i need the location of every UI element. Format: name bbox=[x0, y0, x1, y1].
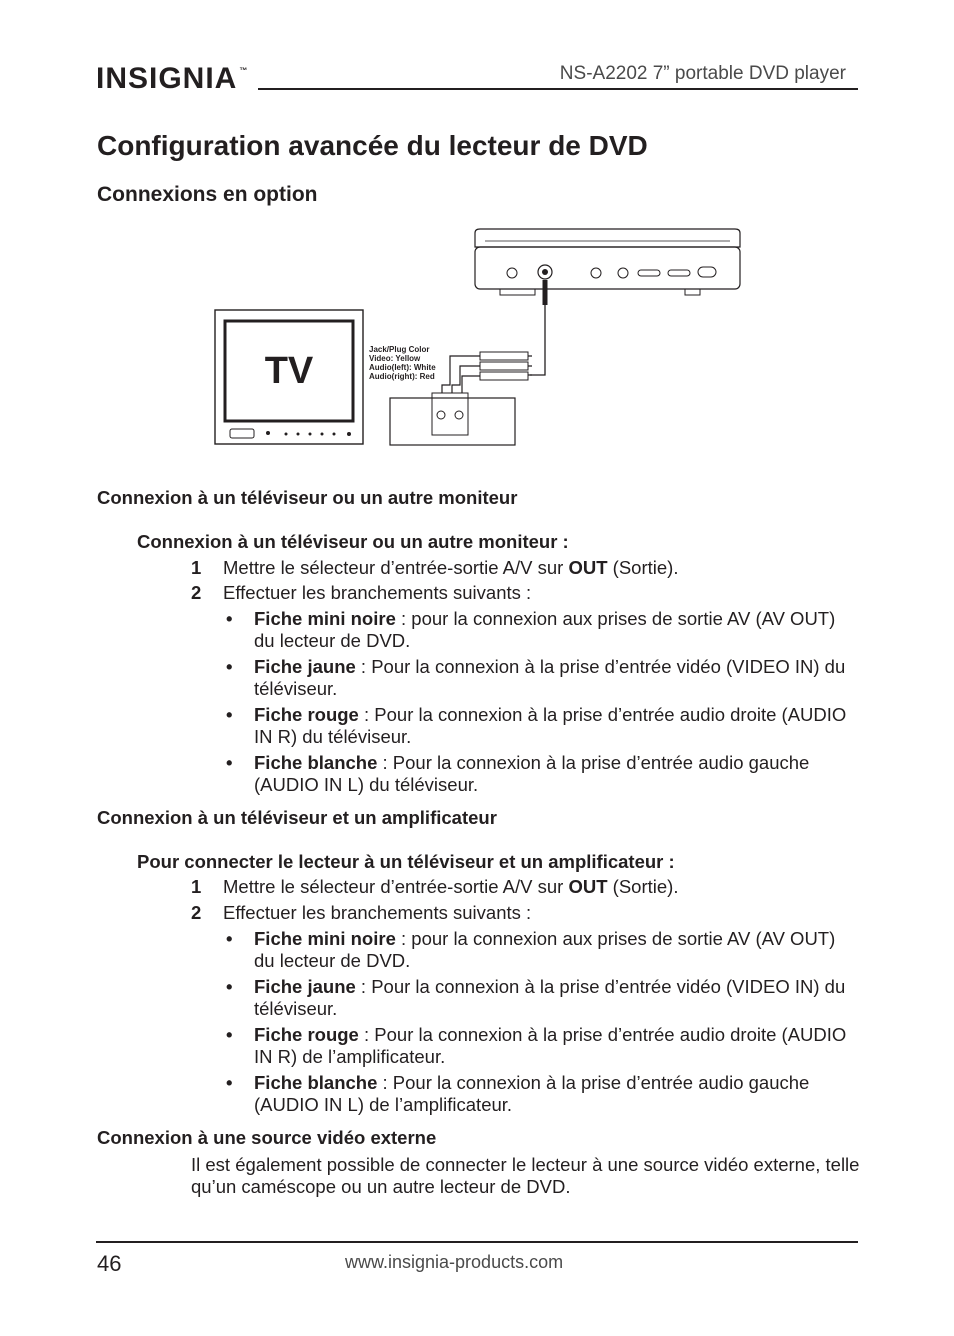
dvd-player-illustration bbox=[475, 229, 740, 295]
section1-step1: 1 Mettre le sélecteur d’entrée-sortie A/V sur OUT (Sortie). bbox=[191, 557, 679, 578]
section2-procedure: Pour connecter le lecteur à un téléviseur et un amplificateur : bbox=[137, 851, 675, 872]
section-subtitle: Connexions en option bbox=[97, 183, 318, 206]
legend-audio-right: Audio(right): Red bbox=[369, 372, 435, 381]
header-rule bbox=[258, 88, 858, 90]
logo-trademark: ™ bbox=[239, 66, 249, 75]
section1-bullet-2: • Fiche jaune : Pour la connexion à la prise d’entrée vidéo (VIDEO IN) du téléviseur. bbox=[226, 656, 846, 699]
section2-bullet-4: • Fiche blanche : Pour la connexion à la prise d’entrée audio gauche (AUDIO IN L) de l’amplificateur. bbox=[226, 1072, 810, 1115]
page-number: 46 bbox=[97, 1251, 122, 1276]
section1-heading: Connexion à un téléviseur ou un autre moniteur bbox=[97, 487, 518, 508]
section3-heading: Connexion à une source vidéo externe bbox=[97, 1127, 437, 1148]
legend-video: Video: Yellow bbox=[369, 354, 421, 363]
logo-text: INSIGNIA bbox=[96, 62, 238, 95]
footer-rule bbox=[96, 1241, 858, 1243]
product-title: NS-A2202 7” portable DVD player bbox=[559, 63, 846, 84]
section1-bullet-3: • Fiche rouge : Pour la connexion à la prise d’entrée audio droite (AUDIO IN R) du téléviseur. bbox=[226, 704, 847, 747]
section2-heading: Connexion à un téléviseur et un amplificateur bbox=[97, 807, 497, 828]
tv-label: TV bbox=[264, 350, 314, 392]
connection-diagram bbox=[210, 225, 750, 450]
section2-bullet-3: • Fiche rouge : Pour la connexion à la prise d’entrée audio droite (AUDIO IN R) de l’amplificateur. bbox=[226, 1024, 847, 1067]
section2-bullet-1: • Fiche mini noire : pour la connexion aux prises de sortie AV (AV OUT) du lecteur de DVD. bbox=[226, 928, 836, 971]
section1-procedure: Connexion à un téléviseur ou un autre moniteur : bbox=[137, 531, 569, 552]
section1-bullet-1: • Fiche mini noire : pour la connexion aux prises de sortie AV (AV OUT) du lecteur de DVD. bbox=[226, 608, 836, 651]
receiver-panel bbox=[390, 398, 515, 445]
section2-step1: 1 Mettre le sélecteur d’entrée-sortie A/V sur OUT (Sortie). bbox=[191, 876, 679, 897]
section3-paragraph: Il est également possible de connecter le lecteur à une source vidéo externe, telle qu’un caméscope ou un autre lecteur de DVD. bbox=[191, 1154, 860, 1197]
page-title: Configuration avancée du lecteur de DVD bbox=[97, 130, 648, 161]
av-cable bbox=[442, 280, 545, 393]
legend-audio-left: Audio(left): White bbox=[369, 363, 436, 372]
legend-title: Jack/Plug Color bbox=[369, 345, 430, 354]
section2-step2: 2 Effectuer les branchements suivants : bbox=[191, 902, 532, 923]
tv-illustration bbox=[215, 310, 363, 444]
section2-bullet-2: • Fiche jaune : Pour la connexion à la prise d’entrée vidéo (VIDEO IN) du téléviseur. bbox=[226, 976, 846, 1019]
footer-url: www.insignia-products.com bbox=[345, 1252, 564, 1272]
section1-bullet-4: • Fiche blanche : Pour la connexion à la prise d’entrée audio gauche (AUDIO IN L) du téléviseur. bbox=[226, 752, 810, 795]
insignia-logo bbox=[96, 62, 248, 96]
section1-step2: 2 Effectuer les branchements suivants : bbox=[191, 582, 532, 603]
